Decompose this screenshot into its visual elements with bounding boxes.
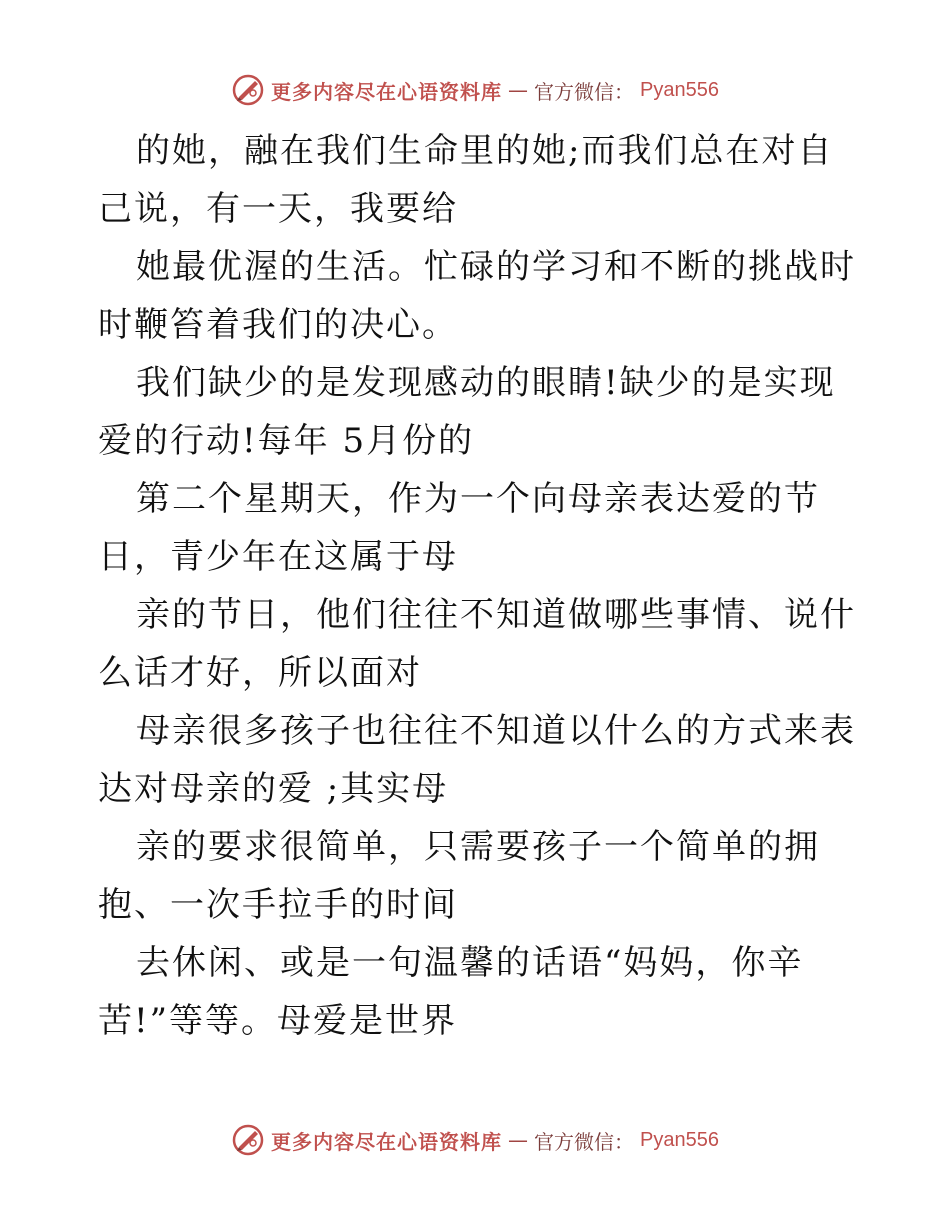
logo-icon — [231, 73, 265, 107]
paragraph: 我们缺少的是发现感动的眼睛!缺少的是实现爱的行动!每年 5月份的 — [98, 363, 836, 461]
footer-text: 更多内容尽在心语资料库 — [271, 1129, 503, 1154]
paragraph: 亲的要求很简单，只需要孩子一个简单的拥抱、一次手拉手的时间 — [98, 827, 820, 925]
header-banner — [0, 70, 950, 110]
paragraph: 母亲很多孩子也往往不知道以什么的方式来表达对母亲的爱 ;其实母 — [98, 711, 856, 809]
footer-banner — [0, 1120, 950, 1160]
footer-wechat-label: 官方微信： — [534, 1129, 635, 1154]
header-wechat-label: 官方微信： — [534, 79, 635, 104]
paragraph: 第二个星期天，作为一个向母亲表达爱的节日，青少年在这属于母 — [98, 479, 820, 577]
paragraph: 亲的节日，他们往往不知道做哪些事情、说什么话才好，所以面对 — [98, 595, 856, 693]
header-separator: — — [508, 78, 529, 102]
paragraph: 的她，融在我们生命里的她;而我们总在对自己说，有一天，我要给 — [98, 131, 834, 229]
logo-icon — [231, 1123, 265, 1157]
footer-wechat-id: Pyan556 — [640, 1128, 719, 1151]
header-text: 更多内容尽在心语资料库 — [271, 79, 503, 104]
footer-separator: — — [508, 1128, 529, 1152]
paragraph: 她最优渥的生活。忙碌的学习和不断的挑战时时鞭笞着我们的决心。 — [98, 247, 856, 345]
body-text — [98, 122, 858, 1050]
paragraph: 去休闲、或是一句温馨的话语“妈妈，你辛苦!”等等。母爱是世界 — [98, 943, 804, 1041]
header-wechat-id: Pyan556 — [640, 78, 719, 101]
